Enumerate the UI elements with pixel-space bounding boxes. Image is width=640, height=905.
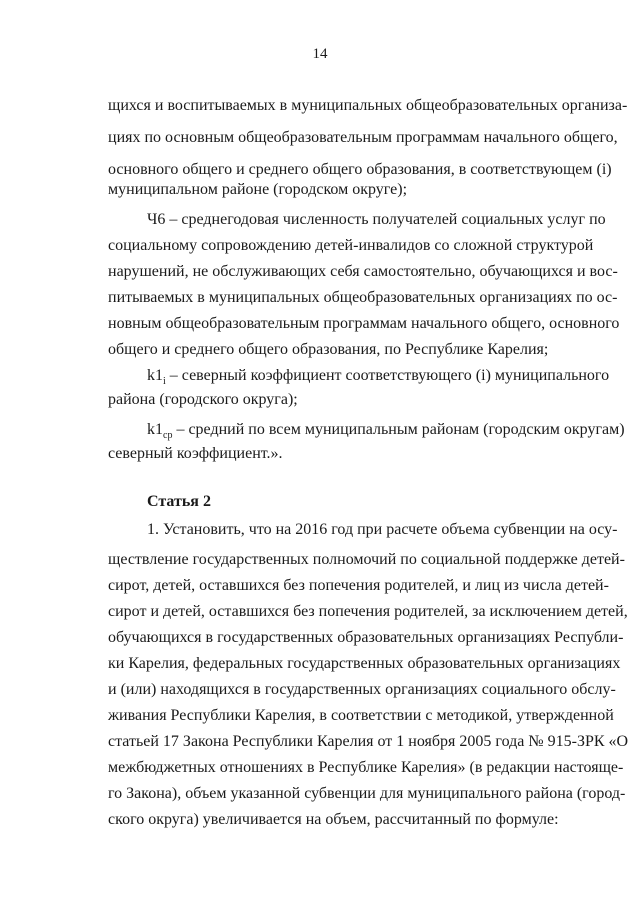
symbol-subscript: ср — [163, 430, 173, 442]
text-line: муниципальном районе (городском округе); — [108, 181, 408, 198]
text-line: северный коэффициент.». — [108, 445, 283, 462]
text-line: основного общего и среднего общего образования, в соответствующем (i) — [108, 161, 612, 178]
text-line: 1. Установить, что на 2016 год при расчете объема субвенции на осу- — [147, 521, 618, 538]
text-line — [147, 366, 610, 392]
text-line: общего и среднего общего образования, по Республике Карелия; — [108, 341, 549, 358]
text-line: циях по основным общеобразовательным программам начального общего, — [108, 129, 618, 146]
article-heading: Статья 2 — [147, 493, 211, 510]
symbol-k1: k1 — [147, 367, 163, 384]
text-line: ки Карелия, федеральных государственных образовательных организациях — [108, 655, 621, 672]
text-line — [147, 420, 625, 446]
text-line: Ч6 – среднегодовая численность получателей социальных услуг по — [147, 211, 606, 228]
page-number: 14 — [312, 46, 328, 62]
text-line: го Закона), объем указанной субвенции для муниципального района (город- — [108, 785, 626, 802]
text-line: живания Республики Карелия, в соответствии с методикой, утвержденной — [108, 707, 614, 724]
symbol-k1: k1 — [147, 421, 163, 438]
definition-text: – средний по всем муниципальным районам (городским округам) — [172, 421, 625, 438]
text-line: обучающихся в государственных образовательных организациях Республи- — [108, 629, 624, 646]
text-line: статьей 17 Закона Республики Карелия от 1 ноября 2005 года № 915-ЗРК «О — [108, 733, 629, 750]
text-line: сирот и детей, оставшихся без попечения родителей, за исключением детей, — [108, 603, 628, 620]
text-line: питываемых в муниципальных общеобразовательных организациях по ос- — [108, 289, 618, 306]
text-line: района (городского округа); — [108, 391, 298, 408]
text-line: ского округа) увеличивается на объем, рассчитанный по формуле: — [108, 811, 559, 828]
text-line: ществление государственных полномочий по социальной поддержке детей- — [108, 551, 625, 568]
text-line: социальному сопровождению детей-инвалидов со сложной структурой — [108, 237, 594, 254]
text-line: новным общеобразовательным программам начального общего, основного — [108, 315, 620, 332]
text-line: щихся и воспитываемых в муниципальных общеобразовательных организа- — [108, 97, 628, 114]
text-line: и (или) находящихся в государственных организациях социального обслу- — [108, 681, 616, 698]
text-line: нарушений, не обслуживающих себя самостоятельно, обучающихся и вос- — [108, 263, 618, 280]
text-line: сирот, детей, оставшихся без попечения родителей, и лиц из числа детей- — [108, 577, 609, 594]
symbol-subscript: i — [163, 376, 166, 388]
text-line: межбюджетных отношениях в Республике Карелия» (в редакции настояще- — [108, 759, 624, 776]
definition-text: – северный коэффициент соответствующего (i) муниципального — [165, 367, 610, 384]
